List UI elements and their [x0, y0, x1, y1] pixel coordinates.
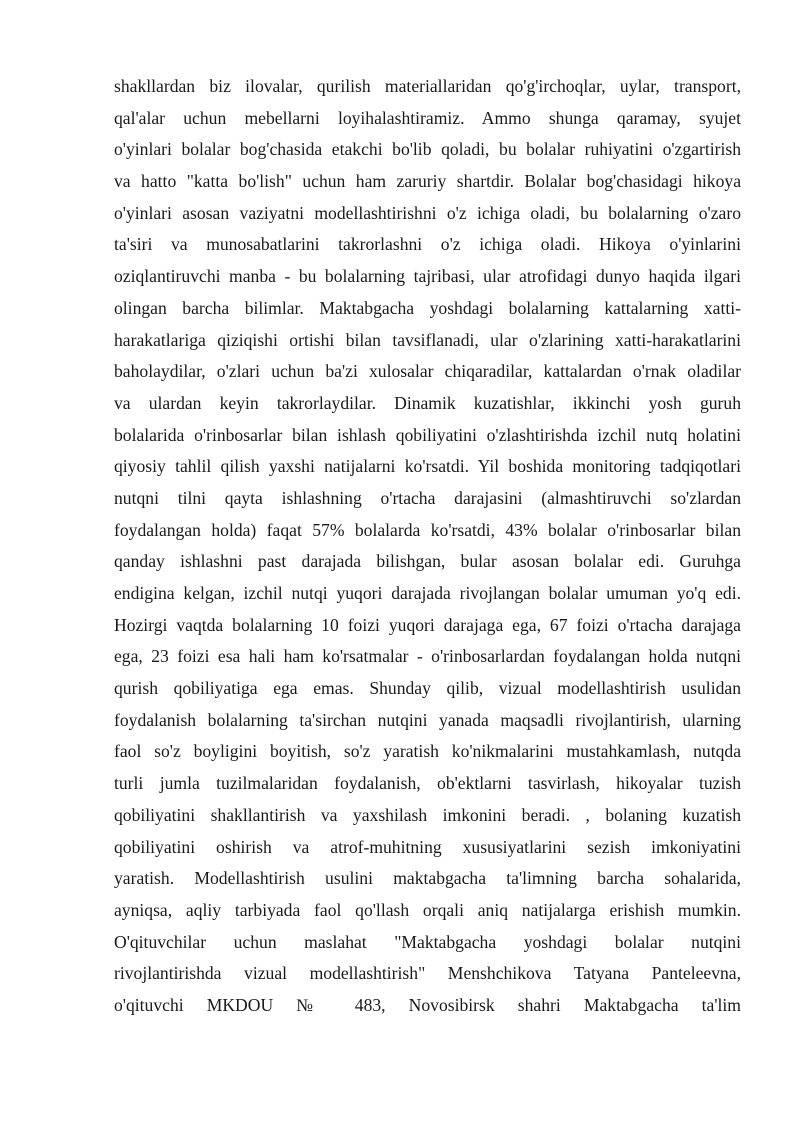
text-line: o'qituvchi MKDOU № 483, Novosibirsk shahri Maktabgacha ta'lim	[114, 994, 741, 1015]
text-line: harakatlariga qiziqishi ortishi bilan tavsiflanadi, ular o'zlarining xatti-harakatlarini	[114, 329, 741, 350]
text-line: faol so'z boyligini boyitish, so'z yaratish ko'nikmalarini mustahkamlash, nutqda	[114, 741, 741, 762]
text-line: qanday ishlashni past darajada bilishgan, bular asosan bolalar edi. Guruhga	[114, 551, 741, 572]
text-line: olingan barcha bilimlar. Maktabgacha yoshdagi bolalarning kattalarning xatti-	[114, 297, 741, 318]
text-line: nutqni tilni qayta ishlashning o'rtacha darajasini (almashtiruvchi so'zlardan	[114, 487, 741, 508]
text-line: baholaydilar, o'zlari uchun ba'zi xulosalar chiqaradilar, kattalardan o'rnak oladilar	[114, 361, 741, 382]
text-line: turli jumla tuzilmalaridan foydalanish, ob'ektlarni tasvirlash, hikoyalar tuzish	[114, 773, 741, 794]
text-line: Hozirgi vaqtda bolalarning 10 foizi yuqori darajaga ega, 67 foizi o'rtacha darajaga	[114, 614, 741, 635]
text-line: qobiliyatini oshirish va atrof-muhitning xususiyatlarini sezish imkoniyatini	[114, 836, 741, 857]
text-line: ega, 23 foizi esa hali ham ko'rsatmalar - o'rinbosarlardan foydalangan holda nutqni	[114, 646, 741, 667]
text-line: o'yinlari bolalar bog'chasida etakchi bo'lib qoladi, bu bolalar ruhiyatini o'zgartirish	[114, 139, 741, 160]
text-line: qobiliyatini shakllantirish va yaxshilash imkonini beradi. , bolaning kuzatish	[114, 804, 741, 825]
text-line: qiyosiy tahlil qilish yaxshi natijalarni ko'rsatdi. Yil boshida monitoring tadqiqotlari	[114, 456, 741, 477]
text-line: qal'alar uchun mebellarni loyihalashtiramiz. Ammo shunga qaramay, syujet	[114, 107, 741, 128]
text-line: endigina kelgan, izchil nutqi yuqori darajada rivojlangan bolalar umuman yo'q edi.	[114, 583, 741, 603]
text-line: ayniqsa, aqliy tarbiyada faol qo'llash orqali aniq natijalarga erishish mumkin.	[114, 899, 741, 920]
text-line: oziqlantiruvchi manba - bu bolalarning tajribasi, ular atrofidagi dunyo haqida ilgari	[114, 266, 741, 287]
text-line: foydalanish bolalarning ta'sirchan nutqini yanada maqsadli rivojlantirish, ularning	[114, 709, 741, 730]
text-line: va ulardan keyin takrorlaydilar. Dinamik kuzatishlar, ikkinchi yosh guruh	[114, 392, 741, 413]
text-line: ta'siri va munosabatlarini takrorlashni o'z ichiga oladi. Hikoya o'yinlarini	[114, 234, 741, 255]
text-line: shakllardan biz ilovalar, qurilish materiallaridan qo'g'irchoqlar, uylar, transport,	[114, 76, 741, 96]
document-body	[114, 71, 741, 1022]
text-line: o'yinlari asosan vaziyatni modellashtirishni o'z ichiga oladi, bu bolalarning o'zaro	[114, 202, 741, 223]
text-line: va hatto "katta bo'lish" uchun ham zaruriy shartdir. Bolalar bog'chasidagi hikoya	[114, 171, 741, 192]
text-line: yaratish. Modellashtirish usulini maktabgacha ta'limning barcha sohalarida,	[114, 868, 741, 889]
text-line: rivojlantirishda vizual modellashtirish" Menshchikova Tatyana Panteleevna,	[114, 963, 741, 984]
text-line: bolalarida o'rinbosarlar bilan ishlash qobiliyatini o'zlashtirishda izchil nutq holatini	[114, 424, 741, 445]
text-line: foydalangan holda) faqat 57% bolalarda ko'rsatdi, 43% bolalar o'rinbosarlar bilan	[114, 519, 741, 540]
text-line: qurish qobiliyatiga ega emas. Shunday qilib, vizual modellashtirish usulidan	[114, 678, 741, 699]
text-line: O'qituvchilar uchun maslahat "Maktabgacha yoshdagi bolalar nutqini	[114, 931, 741, 952]
